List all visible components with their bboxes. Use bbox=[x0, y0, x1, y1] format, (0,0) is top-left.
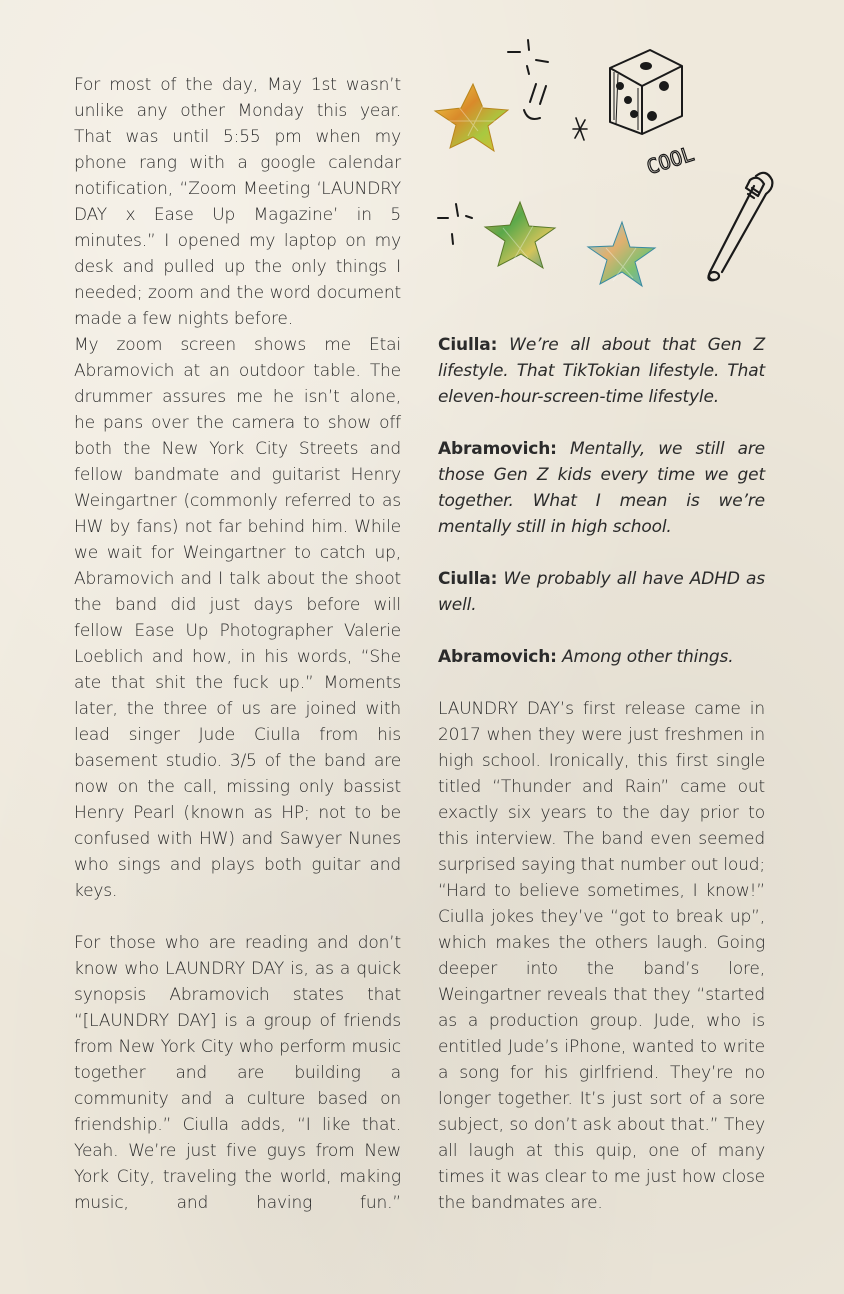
article-paragraph-synopsis: For those who are reading and don’t know who LAUNDRY DAY is, as a quick synopsis Abramovich states that “[LAUNDRY DAY] is a group of friends from New York City who perform music together and are building a community and a culture based on friendship.” Ciulla adds, “I like that. Yeah. We’re just five guys from New York City, traveling the world, making music, and having fun.” bbox=[74, 933, 401, 1213]
doodle-illustration bbox=[428, 36, 788, 306]
star-sticker-gold bbox=[435, 84, 508, 151]
sparkle-doodle-top bbox=[508, 40, 548, 74]
interview-exchange bbox=[438, 436, 765, 540]
article-paragraph-zoom: My zoom screen shows me Etai Abramovich at an outdoor table. The drummer assures me he isn’t alone, he pans over the camera to show off both the New York City Streets and fellow bandmate and guitarist Henry Weingartner (commonly referred to as HW by fans) not far behind him. While we wait for Weingartner to catch up, Abramovich and I talk about the shoot the band did just days before will fellow Ease Up Photographer Valerie Loeblich and how, in his words, “She ate that shit the fuck up.” Moments later, the three of us are joined with lead singer Jude Ciulla from his basement studio. 3/5 of the band are now on the call, missing only bassist Henry Pearl (known as HP; not to be confused with HW) and Sawyer Nunes who sings and plays both guitar and keys. bbox=[74, 335, 401, 901]
speaker-quote: Mentally, we still are those Gen Z kids every time we get together. What I mean is we’re mentally still in high school. bbox=[438, 439, 765, 537]
interview-exchange bbox=[438, 644, 765, 670]
star-sticker-green bbox=[485, 202, 555, 268]
speaker-label: Ciulla: bbox=[438, 335, 498, 355]
speaker-quote: Among other things. bbox=[562, 647, 734, 667]
interview-exchange bbox=[438, 332, 765, 410]
speaker-quote: We’re all about that Gen Z lifestyle. That TikTokian lifestyle. That eleven-hour-screen-time lifestyle. bbox=[438, 335, 765, 407]
cool-doodle-text: COOL bbox=[643, 141, 697, 180]
left-column bbox=[74, 72, 401, 1216]
interview-exchange bbox=[438, 566, 765, 618]
dice-doodle bbox=[610, 50, 682, 134]
star-sticker-blue bbox=[588, 222, 655, 286]
sparkle-doodle-left bbox=[438, 204, 472, 244]
article-paragraph-history: LAUNDRY DAY’s first release came in 2017 when they were just freshmen in high school. Ironically, this first single titled “Thunder and Rain” came out exactly six years to the day prior to this interview. The band even seemed surprised saying that number out loud; “Hard to believe sometimes, I know!” Ciulla jokes they’ve “got to break up”, which makes the others laugh. Going deeper into the band’s lore, Weingartner reveals that they “started as a production group. Jude, who is entitled Jude’s iPhone, wanted to write a song for his girlfriend. They’re no longer together. It’s just sort of a sore subject, so don’t ask about that.” They all laugh at this quip, one of many times it was clear to me just how close the bandmates are. bbox=[438, 699, 765, 1213]
safety-pin-doodle bbox=[708, 173, 772, 280]
speaker-quote: We probably all have ADHD as well. bbox=[438, 569, 765, 615]
speaker-label: Ciulla: bbox=[438, 569, 498, 589]
smiley-doodle bbox=[524, 84, 546, 119]
right-column bbox=[438, 332, 765, 1216]
article-paragraph-intro: For most of the day, May 1st wasn’t unlike any other Monday this year. That was until 5:55 pm when my phone rang with a google calendar notification, “Zoom Meeting ‘LAUNDRY DAY x Ease Up Magazine’ in 5 minutes.” I opened my laptop on my desk and pulled up the only things I needed; zoom and the word document made a few nights before. bbox=[74, 75, 401, 329]
speaker-label: Abramovich: bbox=[438, 439, 557, 459]
asterisk-doodle bbox=[573, 118, 587, 140]
speaker-label: Abramovich: bbox=[438, 647, 557, 667]
